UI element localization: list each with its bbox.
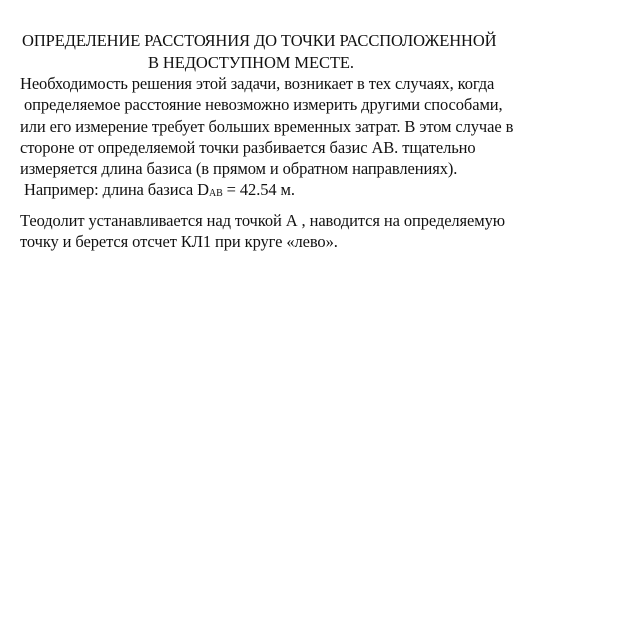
paragraph-theodolite [20,210,610,253]
example-prefix: Например: длина базиса D [24,180,209,200]
paragraph-line: определяемое расстояние невозможно измерить другими способами, [24,95,503,115]
example-suffix: = 42.54 м. [222,180,295,200]
example-subscript: AB [208,188,223,200]
paragraph-line: или его измерение требует больших временных затрат. В этом случае в [20,116,514,136]
title-line-2: В НЕДОСТУПНОМ МЕСТЕ. [148,53,354,72]
paragraph-line: Теодолит устанавливается над точкой А , наводится на определяемую [20,211,505,230]
paragraph-intro [20,73,610,204]
paragraph-line: измеряется длина базиса (в прямом и обратном направлениях). [20,159,458,179]
paragraph-line: Необходимость решения этой задачи, возникает в тех случаях, когда [20,74,495,93]
paragraph-line: точку и берется отсчет КЛ1 при круге «лево». [20,232,338,252]
paragraph-line: стороне от определяемой точки разбивается базис АВ. тщательно [20,137,476,157]
example-line [20,179,610,203]
title-line-1: ОПРЕДЕЛЕНИЕ РАССТОЯНИЯ ДО ТОЧКИ РАССПОЛОЖЕННОЙ [22,31,497,50]
